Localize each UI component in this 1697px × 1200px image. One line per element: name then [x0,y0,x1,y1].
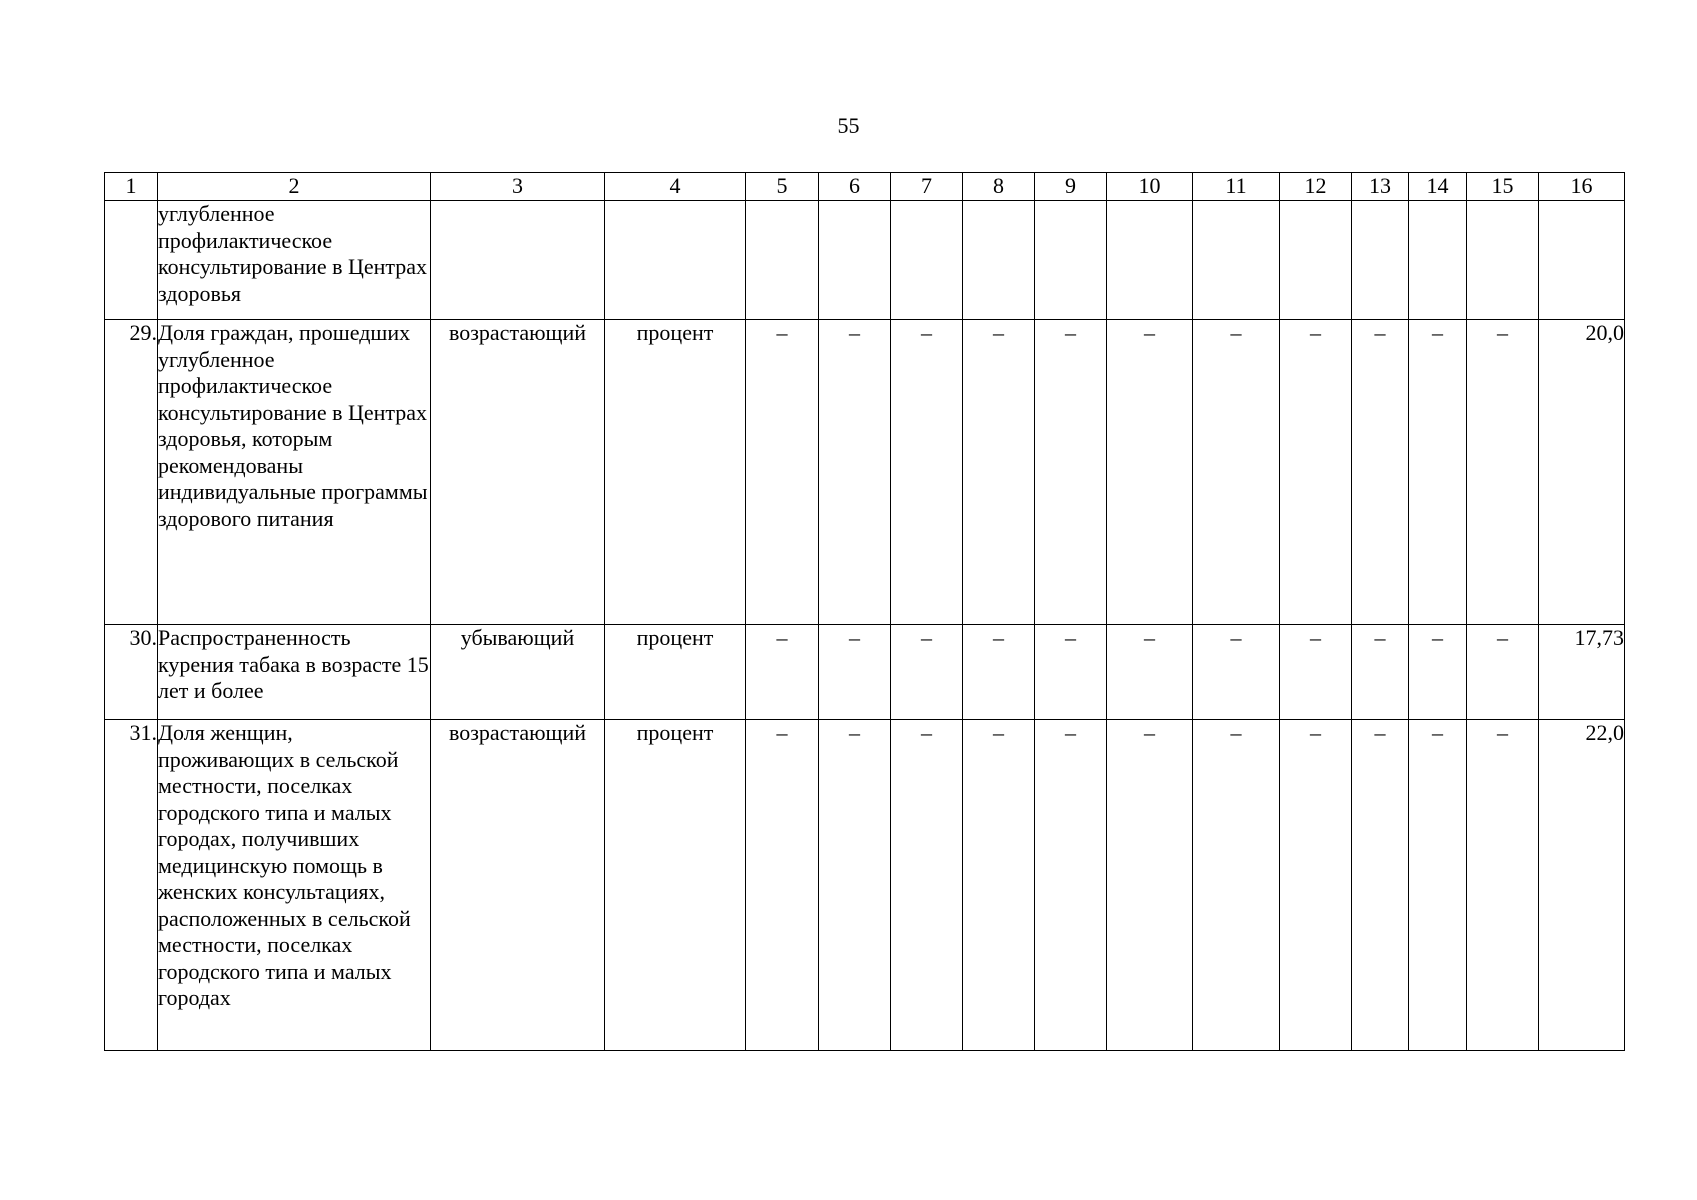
table-row [105,625,1625,720]
table-row [105,201,1625,320]
year-value: – [891,320,963,625]
year-value [819,201,891,320]
target-value: 17,73 [1539,625,1625,720]
year-value: – [819,720,891,1051]
year-value: – [1280,320,1352,625]
year-value [1107,201,1193,320]
column-header: 16 [1539,173,1625,201]
year-value [746,201,819,320]
table-body [105,201,1625,1051]
year-value: – [1352,625,1409,720]
year-value: – [1467,625,1539,720]
column-header: 5 [746,173,819,201]
column-header: 13 [1352,173,1409,201]
table-row [105,320,1625,625]
year-value: – [746,625,819,720]
year-value: – [1409,720,1467,1051]
column-header: 4 [605,173,746,201]
indicator-trend: возрастающий [431,720,605,1051]
year-value: – [1193,320,1280,625]
column-header: 14 [1409,173,1467,201]
year-value: – [1352,720,1409,1051]
indicator-unit: процент [605,720,746,1051]
year-value [1352,201,1409,320]
row-number: 29. [105,320,158,625]
column-header: 10 [1107,173,1193,201]
year-value [1193,201,1280,320]
indicator-trend [431,201,605,320]
target-value: 20,0 [1539,320,1625,625]
table-row [105,720,1625,1051]
column-header: 7 [891,173,963,201]
column-header: 2 [158,173,431,201]
row-number: 31. [105,720,158,1051]
year-value [891,201,963,320]
year-value: – [1280,720,1352,1051]
column-header: 6 [819,173,891,201]
year-value: – [1467,720,1539,1051]
year-value: – [1035,625,1107,720]
year-value: – [1107,625,1193,720]
indicator-unit: процент [605,320,746,625]
year-value [1409,201,1467,320]
year-value: – [891,720,963,1051]
indicator-unit: процент [605,625,746,720]
year-value: – [1193,625,1280,720]
year-value: – [1352,320,1409,625]
year-value: – [819,320,891,625]
column-number-row [105,173,1625,201]
page-number: 55 [837,113,860,138]
indicator-name: Распространенность курения табака в возрасте 15 лет и более [158,625,431,720]
row-number: 30. [105,625,158,720]
year-value: – [1193,720,1280,1051]
year-value: – [963,720,1035,1051]
year-value: – [1035,320,1107,625]
indicators-table [104,172,1625,1051]
target-value: 22,0 [1539,720,1625,1051]
column-header: 11 [1193,173,1280,201]
column-header: 15 [1467,173,1539,201]
column-header: 1 [105,173,158,201]
row-number [105,201,158,320]
target-value [1539,201,1625,320]
year-value: – [1409,320,1467,625]
year-value: – [1280,625,1352,720]
indicator-unit [605,201,746,320]
indicator-name: Доля граждан, прошедших углубленное профилактическое консультирование в Центрах здоровья, которым рекомендованы индивидуальные программы здорового питания [158,320,431,625]
year-value [1035,201,1107,320]
year-value [1467,201,1539,320]
indicator-trend: убывающий [431,625,605,720]
year-value [1280,201,1352,320]
year-value: – [1107,720,1193,1051]
column-header: 12 [1280,173,1352,201]
year-value: – [746,720,819,1051]
year-value: – [819,625,891,720]
year-value: – [1467,320,1539,625]
year-value: – [1035,720,1107,1051]
indicator-trend: возрастающий [431,320,605,625]
year-value [963,201,1035,320]
indicator-name: углубленное профилактическое консультирование в Центрах здоровья [158,201,431,320]
column-header: 3 [431,173,605,201]
year-value: – [963,625,1035,720]
year-value: – [1107,320,1193,625]
indicator-name: Доля женщин, проживающих в сельской местности, поселках городского типа и малых городах, получивших медицинскую помощь в женских консультациях, расположенных в сельской местности, поселках городского типа и малых городах [158,720,431,1051]
year-value: – [746,320,819,625]
year-value: – [1409,625,1467,720]
column-header: 8 [963,173,1035,201]
year-value: – [963,320,1035,625]
column-header: 9 [1035,173,1107,201]
year-value: – [891,625,963,720]
